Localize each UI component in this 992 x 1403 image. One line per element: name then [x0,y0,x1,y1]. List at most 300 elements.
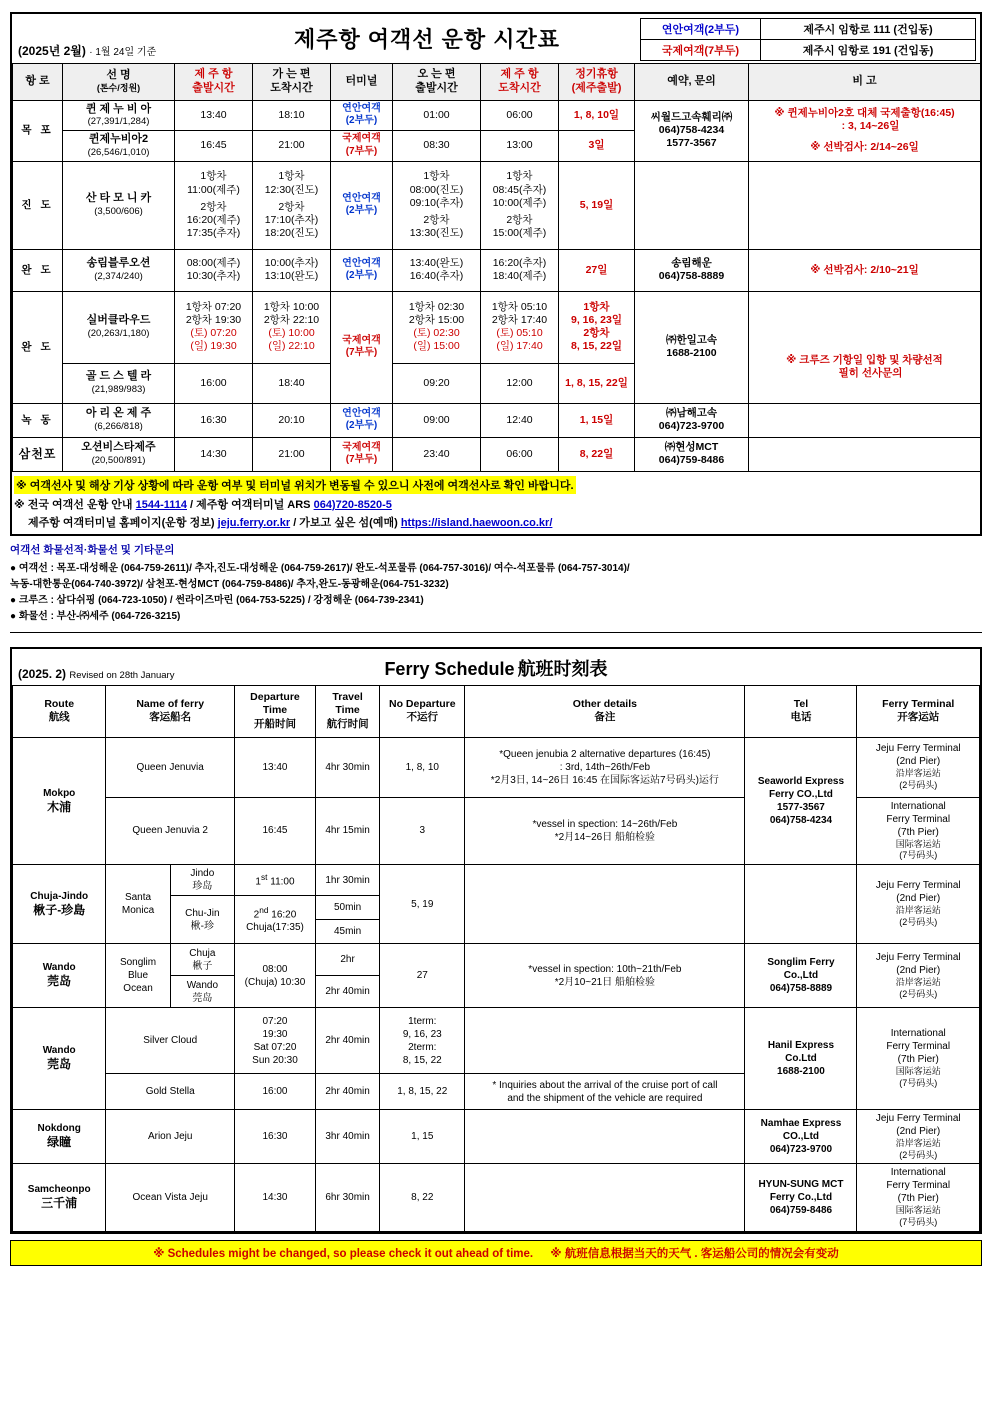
en-travel-time: 2hr 40min [315,976,379,1008]
terminal-line: (2nd Pier) [896,964,941,976]
table-header-row [13,64,981,101]
inbound-arrive-time [481,161,559,249]
en-ship-name: Ocean Vista Jeju [106,1164,235,1231]
dep-time-2: Chuja(17:35) [246,922,304,934]
th-en-other-l1: Other details [572,697,637,710]
terminal-pier: (7부두) [345,145,378,157]
th-inbound-l2: 출발시간 [415,81,458,94]
arrive-time [253,249,331,291]
arrive-line: 10:00(추자) [264,257,319,270]
en-travel-time: 2hr [315,944,379,976]
table-row [13,944,980,976]
arrive-line: (토) 10:00 [268,327,315,340]
holiday-cell: 8, 22일 [559,437,635,471]
en-other-details [465,737,745,797]
en-ship-name: Queen Jenuvia [106,737,235,797]
th-en-travel-l1: Travel [332,690,363,703]
th-terminal: 터미널 [331,64,393,101]
inbound-arrive-line: 1항차 05:10 [491,301,548,313]
th-en-other-l2: 备注 [594,711,616,724]
tel-line: CO.,Ltd [782,1131,820,1143]
depart-line: 08:00(제주) [186,257,241,270]
holiday-line: 8, 15, 22일 [570,340,622,353]
inbound-arrive-line: 16:20(추자) [492,257,547,270]
dep-ordinal: 1 [255,876,261,888]
terminal-name: 국제여객 [342,441,381,453]
dep-time: 16:20 [268,909,297,921]
en-no-departure: 27 [380,944,465,1008]
ship-name: 퀸 제 누 비 아 [85,102,152,115]
depart-time: 16:45 [175,131,253,162]
tel-line: Co.,Ltd [783,970,819,982]
route-cn: 楸子-珍島 [33,902,86,917]
arrive-time: 21:00 [253,131,331,162]
booking-cell [635,249,749,291]
booking-phone-1: 064)759-8486 [658,454,725,467]
th-booking: 예약, 문의 [635,64,749,101]
terminal-line: International [890,1028,946,1040]
english-schedule-panel [10,647,982,1234]
th-outbound-l1: 가 는 편 [272,68,311,80]
tel-line: 064)759-8486 [769,1205,833,1217]
detail-line: *2月3日, 14~26日 16:45 在国际客运站7号码头)运行 [490,774,719,786]
depart-time [175,291,253,363]
route-nokdong: 녹 동 [13,403,63,437]
inbound-arrive-time [481,249,559,291]
depart-time [175,249,253,291]
tel-line: Ferry CO.,Ltd [769,788,833,800]
en-ship-group: Santa Monica [106,865,170,944]
sub-ship-cn: 楸子 [192,960,213,972]
sub-ship-cn: 珍岛 [192,881,213,893]
remark-cell [749,249,981,291]
th-en-other [465,685,745,737]
inbound-arrive-line: (토) 05:10 [496,327,543,340]
th-en-nodep-l2: 不运行 [406,711,439,724]
link-island-haewoon[interactable]: https://island.haewoon.co.kr/ [400,516,553,529]
th-en-travel [315,685,379,737]
ship-name: 골 드 스 텔 라 [85,370,152,383]
th-en-terminal-l2: 开客运站 [897,711,940,724]
en-ship-name: Silver Cloud [106,1008,235,1074]
list-item: ● 크루즈 : 삼다쉬핑 (064-723-1050) / 썬라이즈마린 (064-753-5225) / 강정해운 (064-739-2341) [10,594,424,606]
remark-cell [749,161,981,249]
terminal-line-cn: (2号码头) [899,988,938,999]
badge-international-terminal: 국제여객(7부두) [641,40,761,61]
depart-time: 14:30 [175,437,253,471]
sub-ship-cn: 楸-珍 [190,920,215,932]
inbound-arrive-line: 2항차 [506,213,533,226]
ship-tonnage: (2,374/240) [94,271,143,283]
inbound-arrive-line: (일) 17:40 [496,340,543,353]
en-terminal-cell [857,865,980,944]
ship-cell [63,131,175,162]
th-depart-jeju-l2: 출발시간 [192,81,235,94]
booking-cell [635,100,749,161]
th-en-route [13,685,106,737]
booking-company: 송림해운 [671,257,712,270]
en-travel-time: 6hr 30min [315,1164,379,1231]
ship-group-line: Songlim [119,957,157,969]
en-ship-name: Queen Jenuvia 2 [106,797,235,864]
booking-cell [635,403,749,437]
terminal-name: 국제여객 [342,133,381,145]
ship-cell [63,249,175,291]
th-arrive-jeju [481,64,559,101]
table-row [13,437,981,471]
notice-line-2 [14,496,982,512]
en-tel-cell [745,865,857,944]
terminal-line: (2nd Pier) [896,1126,941,1138]
route-wando-1: 완 도 [13,249,63,291]
arrive-time: 18:10 [253,100,331,131]
booking-phone-1: 1688-2100 [666,347,717,360]
inbound-depart-time: 09:00 [393,403,481,437]
ship-cell [63,100,175,131]
sub-ship-en: Jindo [190,868,215,880]
terminal-name: 연안여객 [342,257,381,269]
th-en-ship [106,685,235,737]
arrive-line: 13:10(완도) [264,270,319,283]
en-no-departure: 8, 22 [380,1164,465,1231]
ship-group-line: Ocean [123,983,153,995]
th-remark: 비 고 [749,64,981,101]
en-route-mokpo [13,737,106,864]
th-en-departure-l1: Departure Time [250,690,300,717]
en-travel-time: 2hr 40min [315,1008,379,1074]
th-en-route-l1: Route [44,697,75,710]
route-samcheonpo: 삼천포 [13,437,63,471]
dep-ordinal-suffix: st [260,871,268,882]
inbound-line: 13:40(완도) [409,257,464,270]
en-departure-time [235,865,316,896]
phone-ars[interactable]: 064)720-8520-5 [313,498,392,511]
ship-name: 오션비스타제주 [81,441,156,454]
th-inbound-l1: 오 는 편 [417,68,456,80]
en-ship-name: Arion Jeju [106,1110,235,1164]
table-row [13,1164,980,1231]
tel-line: 1688-2100 [777,1066,825,1078]
en-other-details [465,1110,745,1164]
route-cn: 莞岛 [47,1057,72,1072]
korean-date-sub: · 1월 24일 기준 [89,47,157,58]
terminal-pier: (7부두) [345,454,378,466]
depart-line: (토) 07:20 [190,327,237,340]
ship-cell [63,291,175,363]
terminal-line: (7th Pier) [897,1054,939,1066]
terminal-line: International [890,800,946,812]
th-route: 항 로 [13,64,63,101]
table-row [13,161,981,249]
en-sub-ship [170,976,234,1008]
holiday-line: 9, 16, 23일 [570,314,622,327]
inbound-depart-time: 01:00 [393,100,481,131]
route-jindo: 진 도 [13,161,63,249]
terminal-cell [331,249,393,291]
route-cn: 绿瞳 [47,1135,72,1150]
th-en-nodeparture [380,685,465,737]
terminal-line: International [890,1167,946,1179]
terminal-line-cn: 沿岸客运站 [895,1138,941,1149]
footer-notice-bar [10,1240,982,1266]
ship-tonnage: (20,500/891) [91,455,146,467]
route-en: Wando [42,1045,76,1057]
tel-line: Hanil Express [767,1040,835,1052]
terminal-line: Jeju Ferry Terminal [875,880,961,892]
inbound-depart-time: 08:30 [393,131,481,162]
inbound-depart-time [393,249,481,291]
th-arrive-jeju-l2: 도착시간 [498,81,541,94]
depart-line: 10:30(추자) [186,270,241,283]
phone-nationwide[interactable]: 1544-1114 [135,498,187,511]
arrive-time [253,161,331,249]
en-departure-time: 16:45 [235,797,316,864]
en-tel-cell [745,1008,857,1110]
en-travel-time: 2hr 40min [315,1074,379,1110]
english-date-label: (2025. 2) [18,666,67,681]
terminal-line-cn: (7号码头) [899,850,938,861]
en-other-details [465,1164,745,1231]
detail-line: : 3rd, 14th~26th/Feb [559,761,651,773]
tel-line: 1577-3567 [777,801,825,813]
route-en: Chuja-Jindo [30,890,89,902]
en-no-departure: 1, 8, 15, 22 [380,1074,465,1110]
en-no-departure: 5, 19 [380,865,465,944]
booking-company: ㈜한일고속 [665,334,718,347]
terminal-line: (2nd Pier) [896,893,941,905]
remark-line: ※ 선박검사: 2/14~26일 [810,141,919,154]
arrive-line: (일) 22:10 [268,340,315,353]
terminal-cell [331,403,393,437]
table-row [13,291,981,363]
booking-cell [635,161,749,249]
booking-company: 씨월드고속훼리㈜ [650,110,733,123]
terminal-line: Ferry Terminal [886,1180,951,1192]
ship-cell [63,437,175,471]
inbound-line: 13:30(진도) [409,226,464,239]
korean-schedule-panel [10,12,982,536]
dep-line: Sat 07:20 [253,1041,297,1053]
notice-text: / 가보고 싶은 섬(예매) [290,516,401,529]
remark-line: ※ 퀸제누비아2호 대체 국제출항(16:45) [774,106,955,119]
dep-line: 07:20 [262,1015,288,1027]
remark-cell [749,291,981,403]
arrive-line: 2항차 [278,200,305,213]
en-departure-time: 14:30 [235,1164,316,1231]
ship-cell [63,403,175,437]
en-travel-time: 4hr 15min [315,797,379,864]
nodep-line: 2term: [408,1041,437,1053]
inbound-arrive-time: 12:40 [481,403,559,437]
english-date-block [18,667,248,681]
detail-line: *vessel in spection: 10th~21th/Feb [528,963,682,975]
ship-tonnage: (6,266/818) [94,421,143,433]
th-arrive-jeju-l1: 제 주 항 [500,68,539,80]
detail-line: *Queen jenubia 2 alternative departures (16:45) [499,748,711,760]
english-header [12,649,980,685]
en-travel-time: 50min [315,896,379,920]
tel-line: Namhae Express [760,1118,842,1130]
terminal-name: 국제여객 [342,334,381,346]
booking-phone-1: 064)758-4234 [658,124,725,137]
detail-line: *2月10~21日 船舶检验 [554,976,656,988]
terminal-line: Jeju Ferry Terminal [875,743,961,755]
booking-phone-1: 064)723-9700 [658,420,725,433]
th-en-departure [235,685,316,737]
table-row [13,1008,980,1074]
inbound-arrive-line: 2항차 17:40 [491,314,548,327]
link-jeju-ferry[interactable]: jeju.ferry.or.kr [217,516,291,529]
route-cn: 莞岛 [47,974,72,989]
table-header-row [13,685,980,737]
en-terminal-cell [857,737,980,797]
dep-line: (Chuja) 10:30 [244,976,306,988]
route-en: Samcheonpo [27,1184,91,1196]
chinese-title: 航班时刻表 [517,658,608,679]
holiday-line: 2항차 [583,327,610,340]
list-item: ● 화물선 : 부산-㈜세주 (064-726-3215) [10,610,181,622]
en-travel-time: 3hr 40min [315,1110,379,1164]
terminal-address-block [640,14,980,63]
inbound-arrive-time [481,291,559,363]
th-en-tel-l2: 电话 [790,711,812,724]
nodep-line: 9, 16, 23 [402,1028,442,1040]
table-row [13,249,981,291]
arrive-line: 1항차 10:00 [263,301,320,313]
en-terminal-cell [857,944,980,1008]
english-revised-label: Revised on 28th January [69,669,175,681]
terminal-cell [331,291,393,403]
english-title-block [248,655,744,681]
th-holiday-l2: (제주출발) [571,81,622,94]
ship-tonnage: (20,263/1,180) [87,328,150,340]
depart-line: 11:00(제주) [187,183,240,196]
en-no-departure: 3 [380,797,465,864]
dep-line: 08:00 [262,963,288,975]
en-terminal-cell [857,1008,980,1110]
booking-cell [635,291,749,403]
remark-cell [749,437,981,471]
en-other-details [465,865,745,944]
booking-phone-2: 1577-3567 [666,137,717,150]
terminal-pier: (2부두) [345,270,378,282]
tel-line: Songlim Ferry [767,957,835,969]
en-route-nokdong [13,1110,106,1164]
en-terminal-cell [857,797,980,864]
tel-line: 064)758-4234 [769,814,833,826]
cargo-contact-heading: 여객선 화물선적·화물선 및 기타문의 [10,543,175,556]
th-depart-jeju [175,64,253,101]
en-no-departure: 1, 15 [380,1110,465,1164]
booking-phone-1: 064)758-8889 [658,270,725,283]
page-title: 제주항 여객선 운항 시간표 [293,27,561,52]
footer-notice-en: ※ Schedules might be changed, so please check it out ahead of time. [153,1247,534,1260]
booking-cell [635,437,749,471]
depart-time [175,161,253,249]
arrive-line: 17:10(추자) [264,213,319,226]
table-row [13,865,980,896]
depart-time: 13:40 [175,100,253,131]
terminal-line-cn: 国际客运站 [895,838,941,849]
inbound-line: 16:40(추자) [409,270,464,283]
arrive-time [253,291,331,363]
depart-line: 16:20(제주) [186,213,241,226]
terminal-line-cn: 沿岸客运站 [895,976,941,987]
th-en-route-l2: 航线 [48,711,70,724]
table-row [13,1110,980,1164]
holiday-cell: 1, 15일 [559,403,635,437]
list-item: 녹동-대한통운(064-740-3972)/ 삼천포-현성MCT (064-759-8486)/ 추자,완도-동광해운(064-751-3232) [10,578,449,590]
en-other-details [465,1074,745,1110]
th-holiday-l1: 정기휴항 [575,68,618,80]
tel-line: 064)723-9700 [769,1144,833,1156]
th-en-nodep-l1: No Departure [389,697,456,710]
inbound-line: (일) 15:00 [413,340,460,353]
ship-cell [63,161,175,249]
en-departure-time [235,944,316,1008]
depart-line: 2항차 19:30 [185,314,242,327]
inbound-line: 09:10(추자) [409,196,464,209]
korean-date-label: (2025년 2월) [18,44,86,58]
route-cn: 木浦 [47,799,72,814]
terminal-line-cn: (7号码头) [899,1217,938,1228]
en-terminal-cell [857,1164,980,1231]
dep-line: 19:30 [262,1028,288,1040]
korean-date-block [12,14,214,63]
th-en-terminal-l1: Ferry Terminal [882,697,955,710]
en-sub-ship [170,896,234,944]
holiday-cell: 5, 19일 [559,161,635,249]
inbound-depart-time: 23:40 [393,437,481,471]
booking-company: ㈜남해고속 [665,407,718,420]
arrive-line: 2항차 22:10 [263,314,320,327]
en-no-departure: 1, 8, 10 [380,737,465,797]
remark-line: ※ 크루즈 기항일 입항 및 차량선적 [786,354,943,367]
terminal-cell [331,131,393,162]
tel-line: Co.Ltd [785,1053,817,1065]
inbound-arrive-line: 08:45(추자) [492,183,547,196]
depart-line: 1항차 07:20 [185,301,242,313]
th-en-ship-l1: Name of ferry [136,697,205,710]
detail-line: *2月14~26日 船舶检验 [554,831,656,843]
terminal-name: 연안여객 [342,192,381,204]
ship-cell [63,363,175,403]
dep-ordinal: 2 [253,909,260,921]
terminal-line: Ferry Terminal [886,813,951,825]
terminal-pier: (2부두) [345,420,378,432]
th-en-tel-l1: Tel [793,697,809,710]
remark-cell [749,403,981,437]
inbound-arrive-line: 15:00(제주) [492,226,547,239]
en-route-wando-2 [13,1008,106,1110]
terminal-line-cn: (2号码头) [899,917,938,928]
terminal-cell [331,100,393,131]
depart-time: 16:00 [175,363,253,403]
table-row [13,403,981,437]
remark-cell [749,100,981,161]
en-departure-time: 13:40 [235,737,316,797]
terminal-line-cn: 沿岸客运站 [895,905,941,916]
route-mokpo: 목 포 [13,100,63,161]
footer-notice-cn: ※ 航班信息根据当天的天气 . 客运船公司的情况会有变动 [550,1247,839,1260]
address-coastal-terminal: 제주시 임항로 111 (건입동) [761,19,976,40]
terminal-line: (7th Pier) [897,1193,939,1205]
terminal-line-cn: (2号码头) [899,1149,938,1160]
th-en-departure-l2: 开船时间 [253,718,296,731]
booking-company: ㈜현성MCT [664,441,719,454]
en-sub-ship [170,865,234,896]
th-holiday [559,64,635,101]
